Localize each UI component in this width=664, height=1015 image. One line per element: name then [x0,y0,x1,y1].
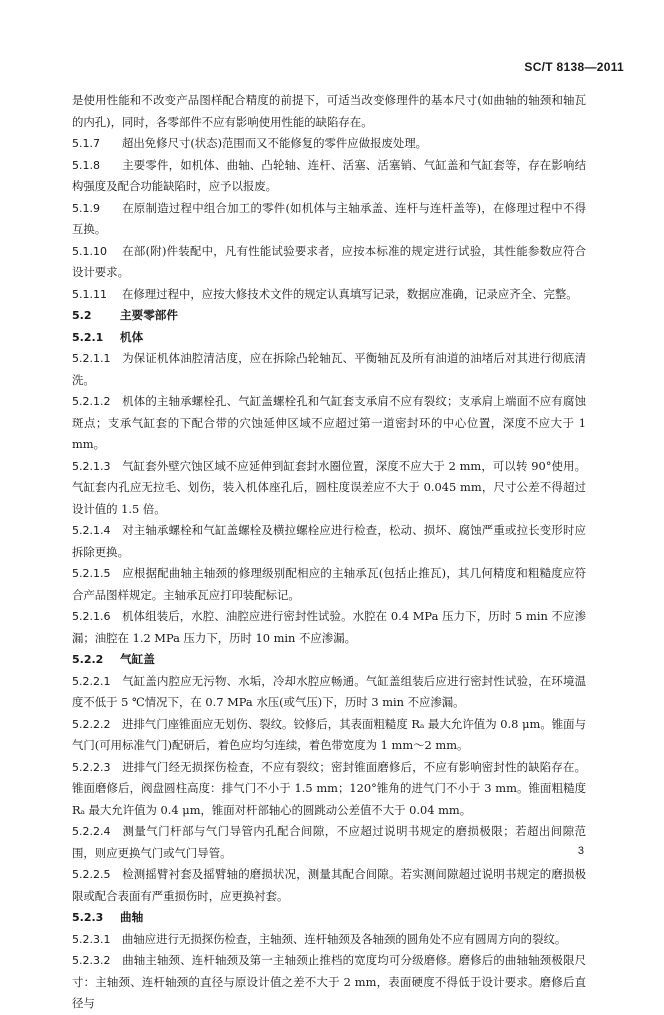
clause-text: 在部(附)件装配中，凡有性能试验要求者，应按本标准的规定进行试验，其性能参数应符合设计要求。 [72,243,586,279]
clause-text: 曲轴应进行无损探伤检查，主轴颈、连杆轴颈及各轴颈的圆角处不应有圆周方向的裂纹。 [122,931,567,946]
clause-text: 为保证机体油腔清洁度，应在拆除凸轮轴瓦、平衡轴瓦及所有油道的油堵后对其进行彻底清洗。 [72,351,586,387]
section-heading [72,305,586,327]
clause-number: 5.2.2.4 [72,825,111,838]
clause-text: 对主轴承螺栓和气缸盖螺栓及横拉螺栓应进行检查，松动、损坏、腐蚀严重或拉长变形时应拆除更换。 [72,523,586,559]
clause-text: 在修理过程中，应按大修技术文件的规定认真填写记录，数据应准确，记录应齐全、完整。 [122,286,578,301]
clause-number: 5.2.3 [72,911,104,924]
clause-number: 5.2.3.1 [72,932,111,946]
clause-paragraph [72,714,586,757]
clause-text: 测量气门杆部与气门导管内孔配合间隙，不应超过说明书规定的磨损极限；若超出间隙范围，则应更换气门或气门导管。 [72,824,586,860]
clause-paragraph [72,284,586,306]
clause-text: 主要零部件 [120,308,178,322]
clause-paragraph [72,155,586,198]
clause-paragraph [72,391,586,456]
clause-number: 5.2.1.2 [72,395,111,408]
clause-paragraph [72,348,586,391]
clause-text: 是使用性能和不改变产品图样配合精度的前提下，可适当改变修理件的基本尺寸(如曲轴的轴颈和轴瓦的内孔)，同时，各零部件不应有影响使用性能的缺陷存在。 [72,93,586,129]
clause-paragraph [72,671,586,714]
clause-number: 5.2.1.6 [72,610,111,623]
section-heading [72,649,586,671]
clause-number: 5.2.1 [72,330,104,344]
clause-paragraph [72,929,586,951]
clause-text: 检测摇臂衬套及摇臂轴的磨损状况，测量其配合间隙。若实测间隙超过说明书规定的磨损极限或配合表面有严重损伤时，应更换衬套。 [72,867,586,903]
clause-paragraph [72,950,586,1015]
clause-paragraph [72,864,586,907]
clause-number: 5.2.2.3 [72,760,111,774]
clause-text: 气缸盖 [120,652,155,666]
page-number: 3 [577,845,584,857]
clause-text: 机体组装后，水腔、油腔应进行密封性试验。水腔在 0.4 MPa 压力下，历时 5 min 不应渗漏；油腔在 1.2 MPa 压力下，历时 10 min 不应渗漏。 [72,609,586,645]
clause-number: 5.2.1.1 [72,352,111,365]
clause-number: 5.2.2.1 [72,674,111,688]
clause-number: 5.2.1.3 [72,459,111,473]
section-heading [72,327,586,349]
clause-text: 进排气门经无损探伤检查，不应有裂纹；密封锥面磨修后，不应有影响密封性的缺陷存在。锥面磨修后，阀盘圆柱高度：排气门不小于 1.5 mm；120°锥角的进气门不小于 3 mm。锥面粗糙度 Rₐ 最大允许值为 0.4 μm，锥面对杆部轴心的圆跳动公差值不大于 0.04 mm。 [72,759,586,817]
clause-text: 应根据配曲轴主轴颈的修理级别配相应的主轴承瓦(包括止推瓦)，其几何精度和粗糙度应符合产品图样规定。主轴承瓦应打印装配标记。 [72,566,586,602]
clause-number: 5.1.7 [72,137,100,150]
clause-paragraph [72,133,586,155]
clause-paragraph [72,821,586,864]
clause-number: 5.2.2 [72,653,104,666]
clause-text: 机体 [120,329,144,344]
clause-number: 5.1.10 [72,244,107,258]
clause-paragraph [72,520,586,563]
clause-text: 在原制造过程中组合加工的零件(如机体与主轴承盖、连杆与连杆盖等)，在修理过程中不得互换。 [72,200,586,236]
clause-number: 5.2.2.5 [72,868,111,881]
clause-paragraph [72,241,586,284]
clause-paragraph [72,757,586,822]
clause-text: 气缸盖内腔应无污物、水垢，冷却水腔应畅通。气缸盖组装后应进行密封性试验，在环境温度不低于 5 ℃情况下，在 0.7 MPa 水压(或气压)下，历时 3 min 不应渗漏。 [72,673,586,709]
clause-paragraph [72,456,586,521]
clause-number: 5.2.2.2 [72,717,111,731]
clause-number: 5.2.1.4 [72,524,111,537]
clause-paragraph [72,198,586,241]
clause-number: 5.2.3.2 [72,954,111,967]
clause-paragraph [72,90,586,133]
clause-number: 5.2.1.5 [72,567,111,580]
clause-number: 5.1.11 [72,287,107,301]
clause-text: 机体的主轴承螺栓孔、气缸盖螺栓孔和气缸套支承肩不应有裂纹；支承肩上端面不应有腐蚀斑点；支承气缸套的下配合带的穴蚀延伸区域不应超过第一道密封环的中心位置，深度不应大于 1 mm。 [72,394,586,451]
clause-paragraph [72,563,586,606]
clause-text: 曲轴 [120,910,144,924]
document-body [72,90,586,1015]
clause-number: 5.1.8 [72,158,100,172]
clause-text: 进排气门座锥面应无划伤、裂纹。铰修后，其表面粗糙度 Rₐ 最大允许值为 0.8 μm。锥面与气门(可用标准气门)配研后，着色应均匀连续，着色带宽度为 1 mm～2 mm。 [72,716,586,752]
clause-text: 曲轴主轴颈、连杆轴颈及第一主轴颈止推档的宽度均可分级磨修。磨修后的曲轴轴颈极限尺寸：主轴颈、连杆轴颈的直径与原设计值之差不大于 2 mm，表面硬度不得低于设计要求。磨修后直径与 [72,953,586,1010]
clause-text: 主要零件，如机体、曲轴、凸轮轴、连杆、活塞、活塞销、气缸盖和气缸套等，存在影响结构强度及配合功能缺陷时，应予以报废。 [72,157,586,193]
clause-paragraph [72,606,586,649]
clause-number: 5.2 [72,309,92,322]
section-heading [72,907,586,929]
standard-code: SC/T 8138—2011 [524,60,624,74]
clause-number: 5.1.9 [72,201,100,215]
clause-text: 超出免修尺寸(状态)范围而又不能修复的零件应做报废处理。 [122,136,428,150]
clause-text: 气缸套外壁穴蚀区域不应延伸到缸套封水圈位置，深度不应大于 2 mm，可以转 90°使用。气缸套内孔应无拉毛、划伤，装入机体座孔后，圆柱度误差应不大于 0.045 mm，尺寸公差不得超过设计值的 1.5 倍。 [72,458,586,516]
